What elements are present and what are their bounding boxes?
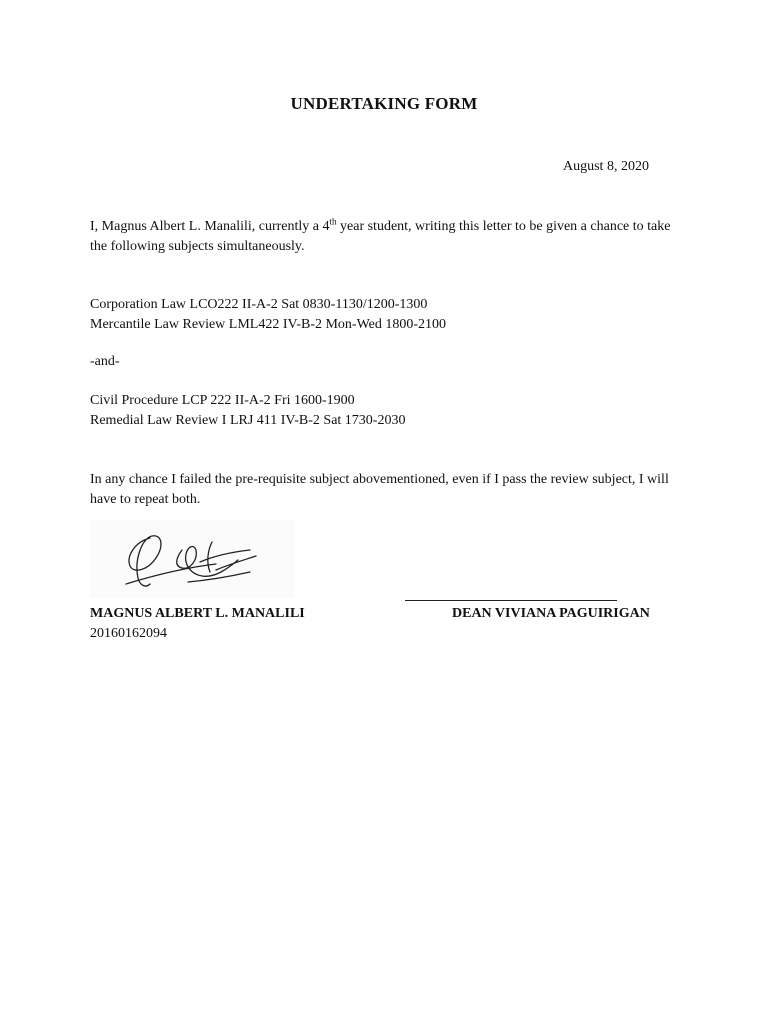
dean-signature-line (405, 600, 617, 601)
intro-text-start: I, Magnus Albert L. Manalili, currently a 4 (90, 219, 330, 234)
and-separator: -and- (90, 354, 120, 369)
document-title: UNDERTAKING FORM (290, 94, 478, 113)
subject-corporation-law: Corporation Law LCO222 II-A-2 Sat 0830-1130/1200-1300 (90, 297, 428, 312)
subject-remedial-law-review: Remedial Law Review I LRJ 411 IV-B-2 Sat 1730-2030 (90, 413, 406, 428)
intro-text-end: year student, writing this letter to be given a chance to take the following subjects simultaneously. (90, 219, 671, 254)
student-id: 20160162094 (90, 626, 167, 641)
document-date: August 8, 2020 (563, 159, 649, 174)
dean-name: DEAN VIVIANA PAGUIRIGAN (452, 606, 650, 621)
subject-mercantile-law-review: Mercantile Law Review LML422 IV-B-2 Mon-Wed 1800-2100 (90, 317, 447, 332)
closing-paragraph: In any chance I failed the pre-requisite subject abovementioned, even if I pass the review subject, I will have to repeat both. (90, 472, 669, 507)
subject-civil-procedure: Civil Procedure LCP 222 II-A-2 Fri 1600-1900 (90, 393, 355, 408)
ordinal-superscript: th (329, 216, 337, 227)
intro-paragraph (90, 217, 690, 257)
handwritten-signature-icon (90, 520, 295, 598)
student-name: MAGNUS ALBERT L. MANALILI (90, 606, 305, 621)
